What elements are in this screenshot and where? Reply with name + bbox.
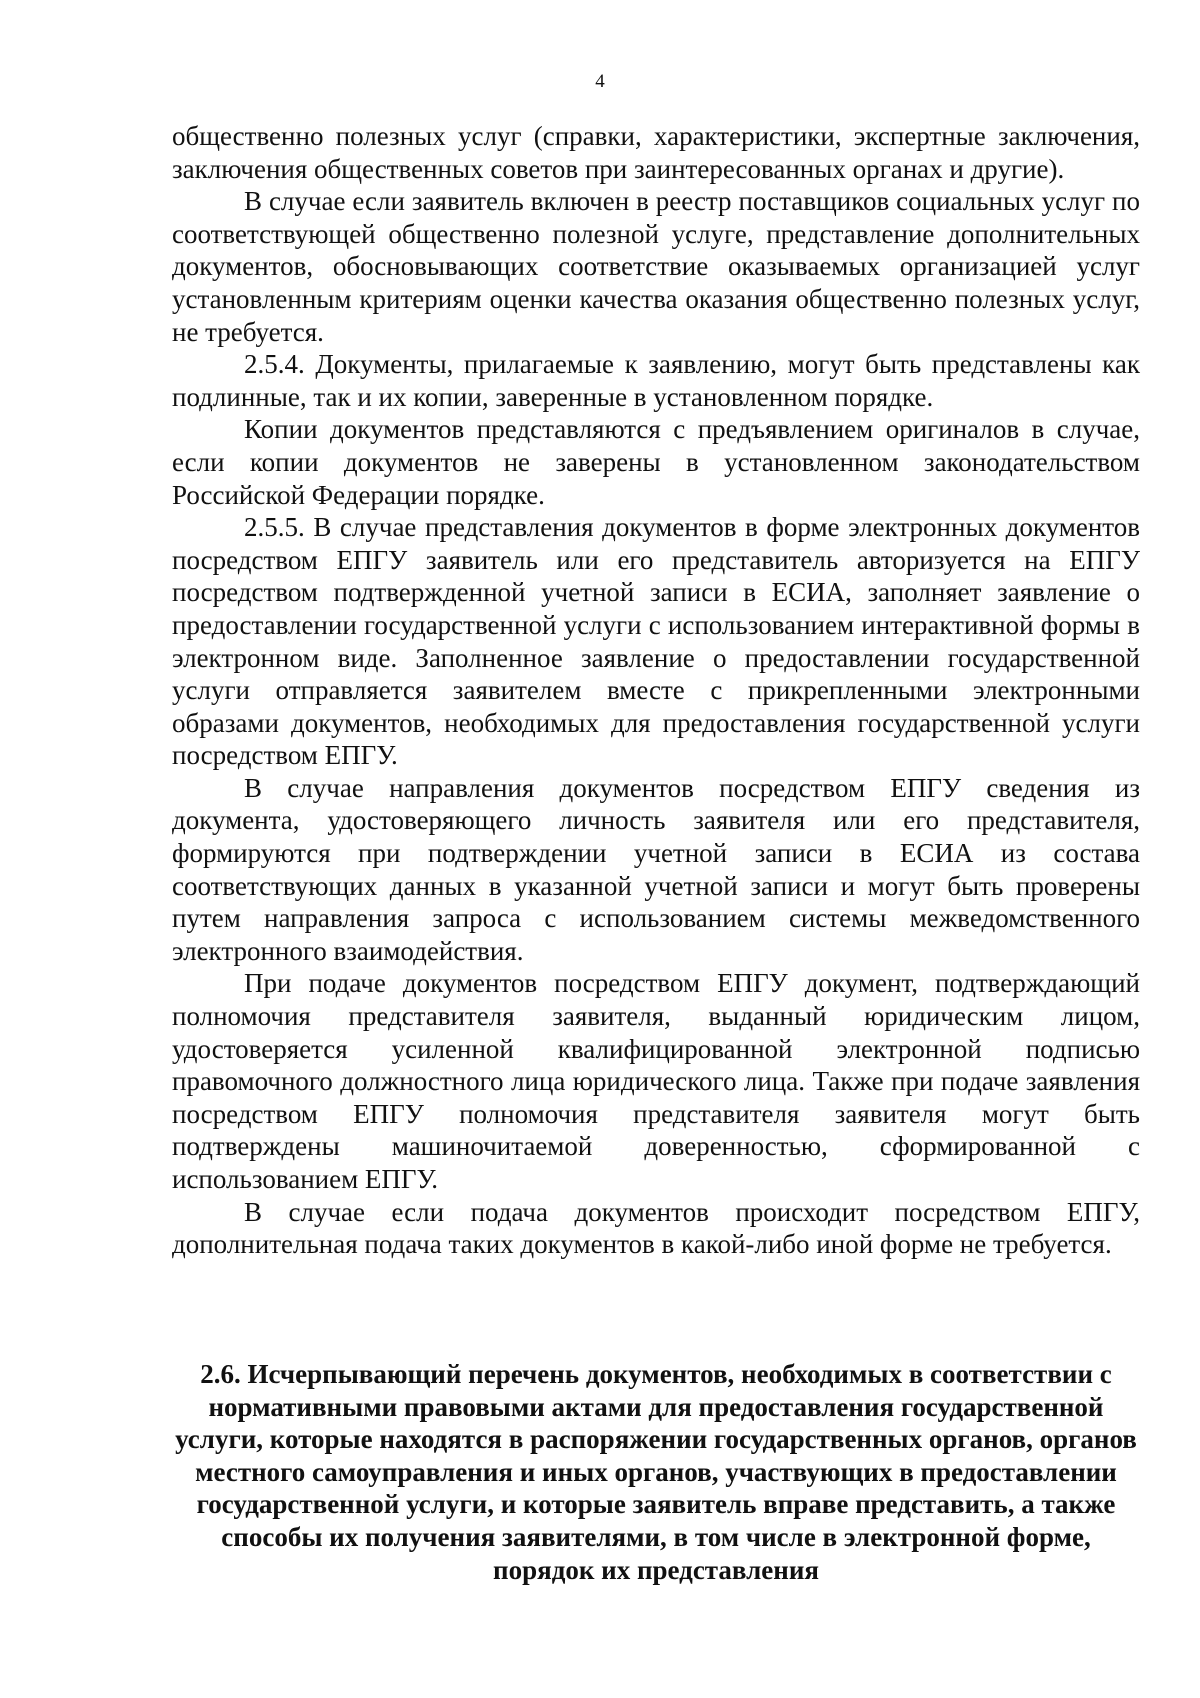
paragraph-representative-authority: При подаче документов посредством ЕПГУ документ, подтверждающий полномочия представителя заявителя, выданный юридическим лицом, удостоверяется усиленной квалифицированной электронной подписью правомочного должностного лица юридического лица. Также при подаче заявления посредством ЕПГУ полномочия представителя заявителя могут быть подтверждены машиночитаемой доверенностью, сформированной с использованием ЕПГУ. <box>172 968 1140 1194</box>
paragraph-no-additional-submission: В случае если подача документов происходит посредством ЕПГУ, дополнительная подача таких документов в какой-либо иной форме не требуется. <box>172 1196 1140 1260</box>
paragraph-registry-exemption: В случае если заявитель включен в реестр поставщиков социальных услуг по соответствующей общественно полезной услуге, представление дополнительных документов, обосновывающих соответствие оказываемых организацией услуг установленным критериям оценки качества оказания общественно полезных услуг, не требуется. <box>172 186 1140 347</box>
paragraph-2-5-5: 2.5.5. В случае представления документов в форме электронных документов посредством ЕПГУ заявитель или его представитель авторизуется на ЕПГУ посредством подтвержденной учетной записи в ЕСИА, заполняет заявление о предоставлении государственной услуги с использованием интерактивной формы в электронном виде. Заполненное заявление о предоставлении государственной услуги отправляется заявителем вместе с прикрепленными электронными образами документов, необходимых для предоставления государственной услуги посредством ЕПГУ. <box>172 512 1140 771</box>
section-heading-2-6: 2.6. Исчерпывающий перечень документов, необходимых в соответствии с нормативными правовыми актами для предоставления государственной услуги, которые находятся в распоряжении государственных органов, органов местного самоуправления и иных органов, участвующих в предоставлении государственной услуги, и которые заявитель вправе представить, а также способы их получения заявителями, в том числе в электронной форме, порядок их представления <box>175 1359 1137 1585</box>
document-body <box>172 120 1140 1261</box>
page-number: 4 <box>595 71 605 92</box>
paragraph-epgu-identity-data: В случае направления документов посредством ЕПГУ сведения из документа, удостоверяющего личность заявителя или его представителя, формируются при подтверждении учетной записи в ЕСИА из состава соответствующих данных в указанной учетной записи и могут быть проверены путем направления запроса с использованием системы межведомственного электронного взаимодействия. <box>172 772 1140 966</box>
paragraph-2-5-4: 2.5.4. Документы, прилагаемые к заявлению, могут быть представлены как подлинные, так и их копии, заверенные в установленном порядке. <box>172 349 1140 412</box>
paragraph-continuation: общественно полезных услуг (справки, характеристики, экспертные заключения, заключения общественных советов при заинтересованных органах и другие). <box>172 121 1140 184</box>
paragraph-document-copies: Копии документов представляются с предъявлением оригиналов в случае, если копии документов не заверены в установленном законодательством Российской Федерации порядке. <box>172 414 1140 510</box>
